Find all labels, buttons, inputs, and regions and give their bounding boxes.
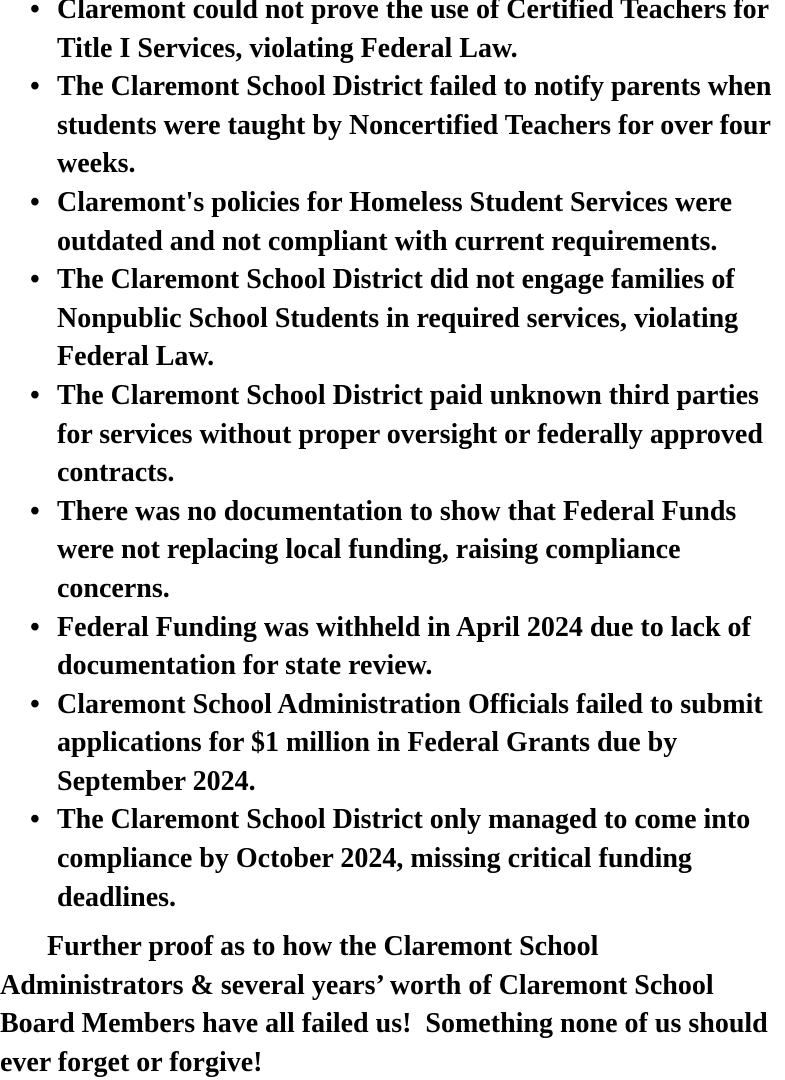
list-item-text: Federal Funding was withheld in April 2024 due to lack of documentation for state review. — [57, 611, 751, 682]
list-item — [0, 261, 785, 377]
list-item-text: Claremont could not prove the use of Certified Teachers for Title I Services, violating Federal Law. — [57, 0, 770, 64]
list-item — [0, 609, 785, 686]
list-item — [0, 184, 785, 261]
bullet-icon: • — [30, 71, 40, 103]
bullet-icon: • — [30, 264, 40, 296]
bullet-icon: • — [30, 495, 40, 527]
list-item — [0, 0, 785, 68]
list-item — [0, 377, 785, 493]
bullet-icon: • — [30, 688, 40, 720]
list-item-text: Claremont's policies for Homeless Student Services were outdated and not compliant with current requirements. — [57, 186, 733, 257]
bullet-icon: • — [30, 186, 40, 218]
bullet-icon: • — [30, 379, 40, 411]
list-item-text: Claremont School Administration Officials failed to submit applications for $1 million in Federal Grants due by September 2024. — [57, 688, 763, 797]
bullet-icon: • — [30, 611, 40, 643]
list-item-text: The Claremont School District failed to notify parents when students were taught by Noncertified Teachers for over four weeks. — [57, 71, 772, 180]
list-item-text: The Claremont School District only managed to come into compliance by October 2024, missing critical funding deadlines. — [57, 804, 751, 913]
list-item-text: The Claremont School District did not engage families of Nonpublic School Students in required services, violating Federal Law. — [57, 264, 739, 373]
list-item-text: The Claremont School District paid unknown third parties for services without proper oversight or federally approved contracts. — [57, 379, 763, 489]
list-item — [0, 493, 785, 609]
list-item — [0, 801, 785, 917]
list-item-text: There was no documentation to show that Federal Funds were not replacing local funding, raising compliance concerns. — [57, 495, 737, 604]
closing-paragraph: Further proof as to how the Claremont School Administrators & several years’ worth of Claremont School Board Members have all failed us! Something none of us should ever forget or forgive! — [0, 931, 768, 1079]
list-item — [0, 686, 785, 802]
bullet-icon: • — [30, 804, 40, 836]
list-item — [0, 68, 785, 184]
bullet-icon: • — [30, 0, 40, 25]
